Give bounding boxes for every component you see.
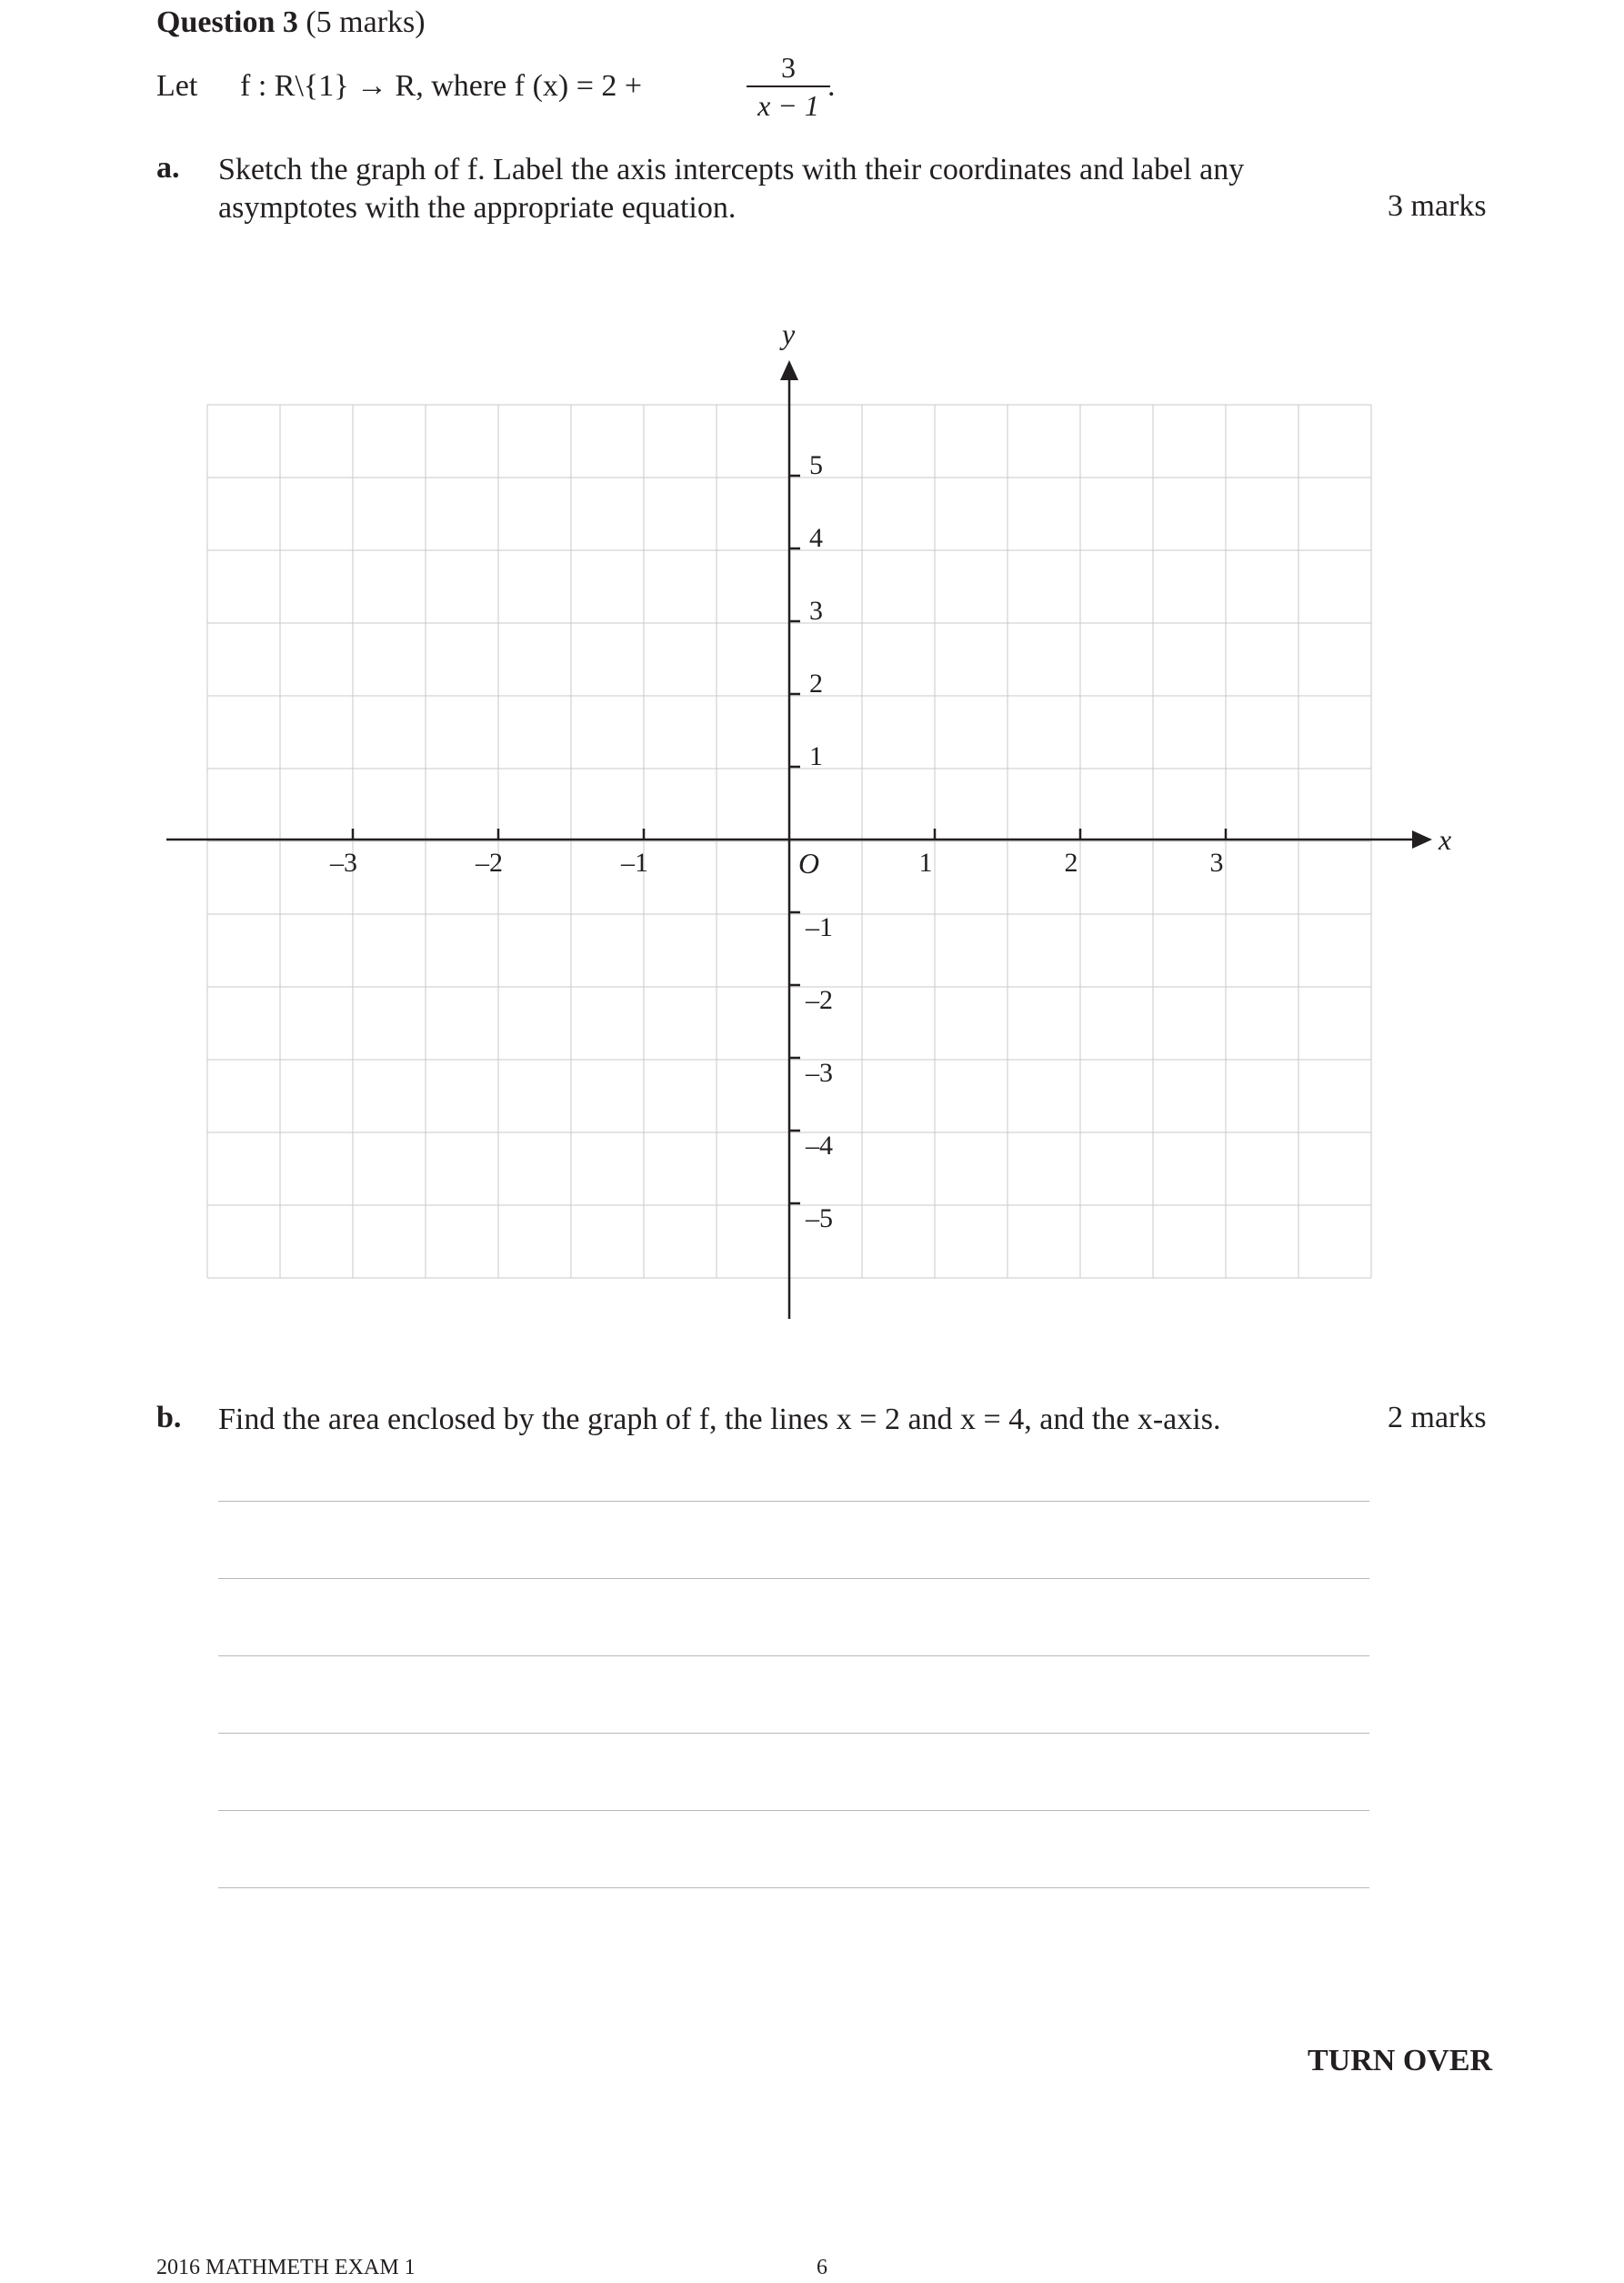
origin-label: O bbox=[798, 847, 820, 880]
y-tick-label: 2 bbox=[809, 669, 823, 699]
y-tick-label: 3 bbox=[809, 596, 823, 626]
answer-line[interactable] bbox=[218, 1578, 1369, 1579]
part-b-letter: b. bbox=[156, 1401, 182, 1434]
part-b-text: Find the area enclosed by the graph of f, the lines x = 2 and x = 4, and the x-axis. bbox=[218, 1403, 1221, 1436]
y-tick-label: 4 bbox=[809, 523, 823, 553]
x-axis-arrow bbox=[1412, 830, 1432, 849]
x-axis-label: x bbox=[1439, 823, 1452, 856]
intro-label: Let bbox=[156, 69, 198, 103]
answer-line[interactable] bbox=[218, 1810, 1369, 1811]
answer-line[interactable] bbox=[218, 1655, 1369, 1656]
fraction-denominator: x − 1 bbox=[757, 89, 819, 122]
answer-line[interactable] bbox=[218, 1501, 1369, 1502]
function-math: f : R\{1} → R, where f (x) = 2 + bbox=[240, 69, 643, 103]
part-a-letter: a. bbox=[156, 151, 180, 185]
x-tick-label: 1 bbox=[918, 848, 933, 878]
y-tick-label: –2 bbox=[806, 985, 833, 1015]
axes bbox=[166, 360, 1432, 1319]
part-a-marks: 3 marks bbox=[1388, 189, 1487, 223]
question-number: Question 3 bbox=[156, 5, 298, 39]
x-tick-label: 2 bbox=[1064, 848, 1078, 878]
y-axis-label: y bbox=[782, 317, 796, 350]
y-tick-label: –1 bbox=[806, 912, 833, 942]
y-tick-label: –3 bbox=[806, 1058, 833, 1088]
tick-labels bbox=[329, 317, 1451, 1233]
answer-line[interactable] bbox=[218, 1733, 1369, 1734]
turn-over: TURN OVER bbox=[1308, 2044, 1493, 2077]
y-tick-label: –5 bbox=[806, 1203, 833, 1233]
x-tick-label: –1 bbox=[621, 848, 648, 878]
x-tick-label: –2 bbox=[476, 848, 503, 878]
x-tick-label: 3 bbox=[1209, 848, 1224, 878]
fraction-numerator: 3 bbox=[781, 51, 796, 84]
y-tick-label: –4 bbox=[806, 1131, 833, 1161]
y-tick-label: 1 bbox=[809, 741, 823, 771]
footer-exam: 2016 MATHMETH EXAM 1 bbox=[156, 2256, 416, 2279]
part-a-line1: Sketch the graph of f. Label the axis intercepts with their coordinates and label any bbox=[218, 153, 1245, 186]
part-b-marks: 2 marks bbox=[1388, 1401, 1487, 1434]
part-a-line2: asymptotes with the appropriate equation. bbox=[218, 191, 737, 225]
footer-page-number: 6 bbox=[817, 2256, 827, 2279]
x-tick-label: –3 bbox=[330, 848, 357, 878]
intro-end: . bbox=[827, 69, 836, 103]
question-marks: (5 marks) bbox=[306, 5, 426, 39]
y-tick-label: 5 bbox=[809, 450, 823, 480]
answer-line[interactable] bbox=[218, 1887, 1369, 1888]
y-axis-arrow bbox=[780, 360, 798, 380]
